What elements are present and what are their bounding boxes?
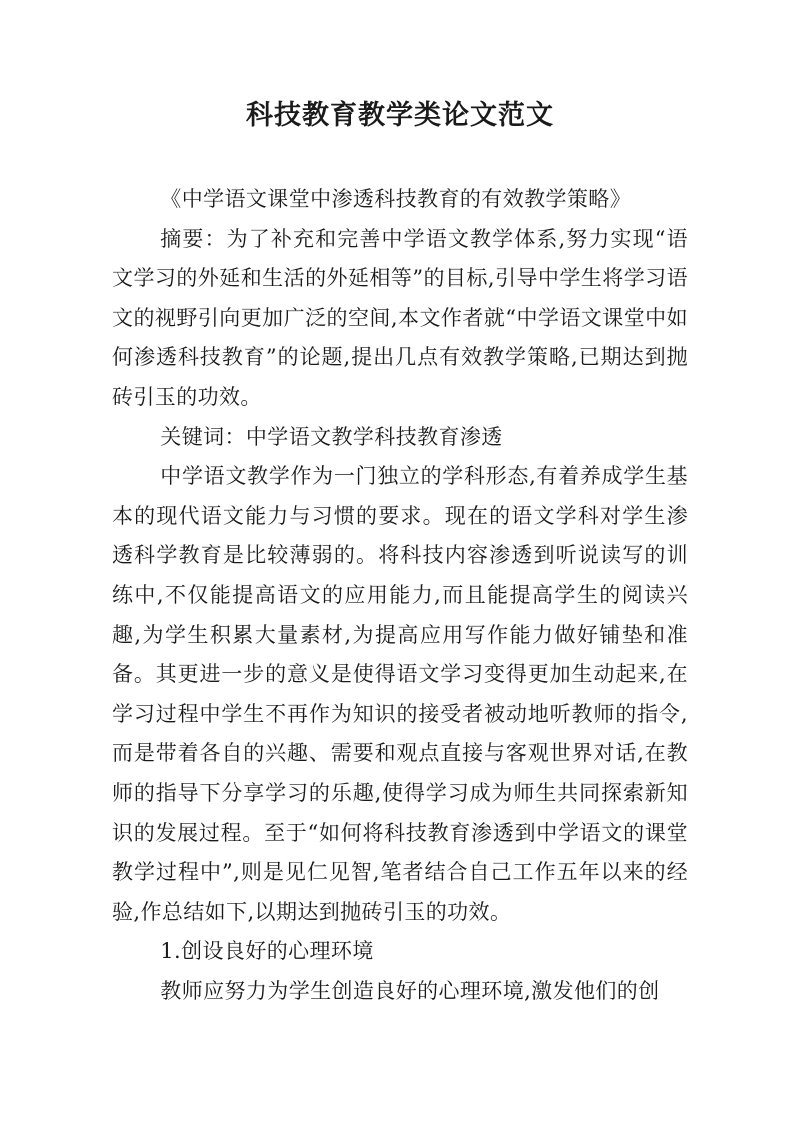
section-heading: 1.创设良好的心理环境 [160, 939, 374, 964]
abstract-paragraph: 摘要：为了补充和完善中学语文教学体系,努力实现“语文学习的外延和生活的外延相等”的目标,引导中学生将学习语文的视野引向更加广泛的空间,本文作者就“中学语文课堂中如何渗透科技教育”的论题,提出几点有效教学策略,已期达到抛砖引玉的功效。 [112, 226, 688, 409]
document-title: 科技教育教学类论文范文 [246, 100, 554, 131]
keywords-paragraph: 关键词：中学语文教学科技教育渗透 [160, 424, 503, 449]
body-paragraph: 中学语文教学作为一门独立的学科形态,有着养成学生基本的现代语文能力与习惯的要求。现在的语文学科对学生渗透科学教育是比较薄弱的。将科技内容渗透到听说读写的训练中,不仅能提高语文的应用能力,而且能提高学生的阅读兴趣,为学生积累大量素材,为提高应用写作能力做好铺垫和准备。其更进一步的意义是使得语文学习变得更加生动起来,在学习过程中学生不再作为知识的接受者被动地听教师的指令,而是带着各自的兴趣、需要和观点直接与客观世界对话,在教师的指导下分享学习的乐趣,使得学习成为师生共同探索新知识的发展过程。至于“如何将科技教育渗透到中学语文的课堂教学过程中”,则是见仁见智,笔者结合自己工作五年以来的经验,作总结如下,以期达到抛砖引玉的功效。 [112, 464, 688, 924]
document-body [112, 180, 688, 1011]
body-paragraph: 教师应努力为学生创造良好的心理环境,激发他们的创 [160, 978, 660, 1003]
article-title: 《中学语文课堂中渗透科技教育的有效教学策略》 [160, 187, 632, 211]
